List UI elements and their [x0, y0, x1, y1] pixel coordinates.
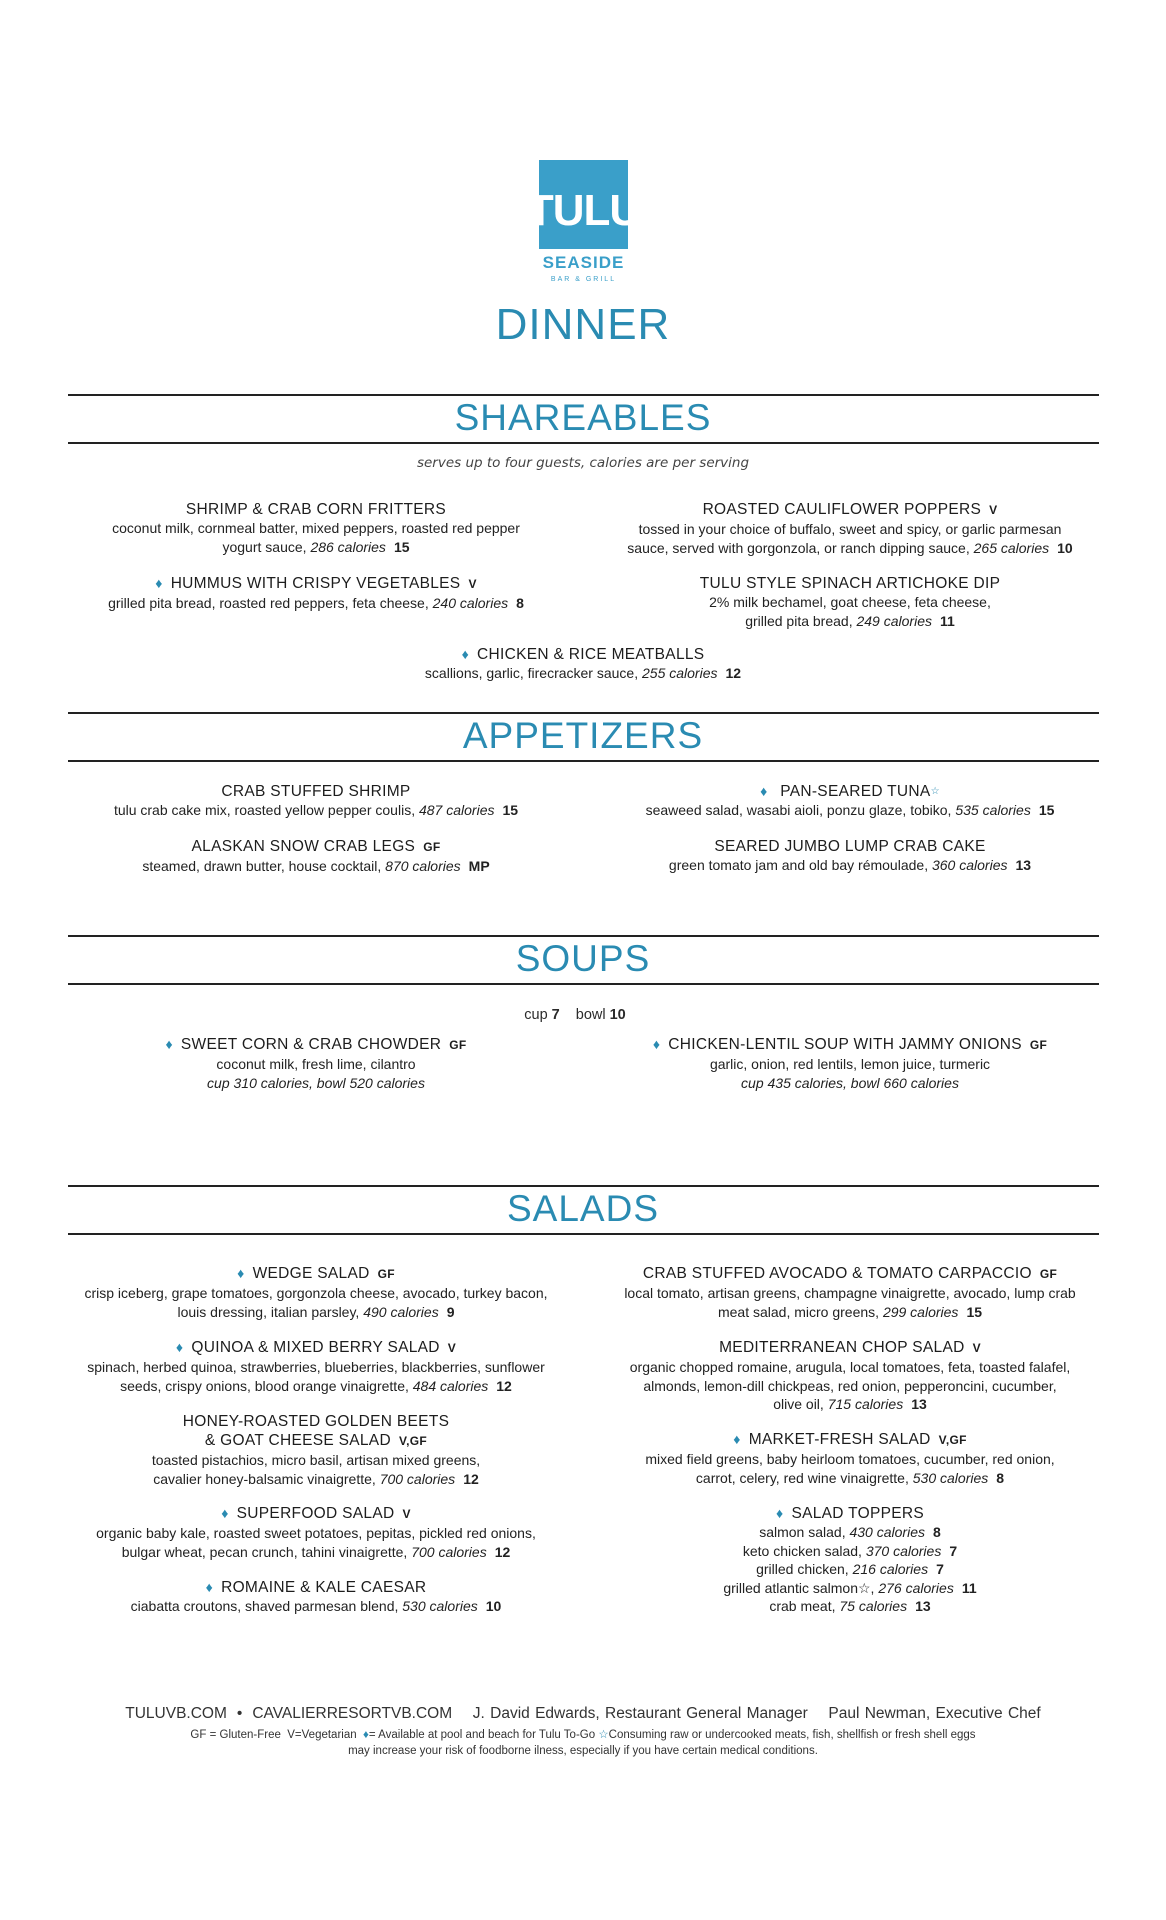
- section-divider: [68, 712, 1099, 714]
- menu-item: ♦ WEDGE SALAD GF crisp iceberg, grape tomatoes, gorgonzola cheese, avocado, turkey bacon, louis dressing, italian parsley, 490 calories 9: [84, 1265, 548, 1320]
- to-go-diamond-icon: ♦: [237, 1265, 245, 1281]
- menu-item: ♦ CHICKEN-LENTIL SOUP WITH JAMMY ONIONS GF garlic, onion, red lentils, lemon juice, turmeric cup 435 calories, bowl 660 calories: [652, 1036, 1048, 1091]
- logo-subtitle: BAR & GRILL: [550, 276, 617, 283]
- to-go-diamond-icon: ♦: [760, 783, 768, 799]
- footer-disclaimer: may increase your risk of foodborne ilness, especially if you have certain medical conditions.: [348, 1745, 818, 1757]
- to-go-diamond-icon: ♦: [155, 575, 163, 591]
- menu-item: SHRIMP & CRAB CORN FRITTERS coconut milk, cornmeal batter, mixed peppers, roasted red pepper yogurt sauce, 286 calories 15: [56, 500, 576, 556]
- logo-wordmark: TULU: [526, 186, 641, 235]
- raw-warning-star-icon: ☆: [857, 1579, 871, 1596]
- menu-item: CRAB STUFFED AVOCADO & TOMATO CARPACCIO GF local tomato, artisan greens, champagne vinaigrette, avocado, lump crab meat salad, micro greens, 299 calories 15: [624, 1265, 1076, 1320]
- menu-item: ♦ QUINOA & MIXED BERRY SALAD V spinach, herbed quinoa, strawberries, blueberries, blackberries, sunflower seeds, crispy onions, blood orange vinaigrette, 484 calories 12: [87, 1339, 545, 1394]
- menu-item: ♦ HUMMUS WITH CRISPY VEGETABLES V grilled pita bread, roasted red peppers, feta cheese, 240 calories 8: [108, 575, 524, 611]
- tuluvb-link[interactable]: TULUVB.COM: [125, 1705, 227, 1722]
- section-divider: [68, 442, 1099, 444]
- to-go-diamond-icon: ♦: [363, 1729, 369, 1741]
- salad-toppers: ♦ SALAD TOPPERS salmon salad, 430 calories 8 keto chicken salad, 370 calories 7 grilled chicken, 216 calories 7 grilled atlantic salmon☆, 276 calories 11 crab meat, 75 calories 13: [723, 1505, 977, 1614]
- menu-item: CRAB STUFFED SHRIMP tulu crab cake mix, roasted yellow pepper coulis, 487 calories 15: [113, 783, 519, 818]
- menu-item: ALASKAN SNOW CRAB LEGS GF steamed, drawn butter, house cocktail, 870 calories MP: [142, 838, 490, 874]
- to-go-diamond-icon: ♦: [776, 1505, 784, 1521]
- menu-item: SEARED JUMBO LUMP CRAB CAKE green tomato jam and old bay rémoulade, 360 calories 13: [668, 838, 1032, 873]
- section-divider: [68, 935, 1099, 937]
- section-divider: [68, 983, 1099, 985]
- shareables-heading: SHAREABLES: [454, 397, 712, 438]
- footer-links: TULUVB.COM • CAVALIERRESORTVB.COM J. David Edwards, Restaurant General Manager Paul Newman, Executive Chef: [125, 1705, 1041, 1722]
- soups-heading: SOUPS: [515, 938, 651, 979]
- to-go-diamond-icon: ♦: [205, 1579, 214, 1595]
- menu-item: ♦ MARKET-FRESH SALAD V,GF mixed field greens, baby heirloom tomatoes, cucumber, red onion, carrot, celery, red wine vinaigrette, 530 calories 8: [645, 1431, 1055, 1486]
- item-desc: coconut milk, cornmeal batter, mixed peppers, roasted red pepper: [112, 520, 520, 536]
- footer-legend: GF = Gluten-Free V=Vegetarian ♦= Available at pool and beach for Tulu To-Go ☆Consuming raw or undercooked meats, fish, shellfish or fresh shell eggs: [190, 1729, 976, 1741]
- to-go-diamond-icon: ♦: [652, 1036, 661, 1052]
- raw-warning-star-icon: ☆: [930, 786, 940, 797]
- menu-item: ♦ PAN-SEARED TUNA☆ seaweed salad, wasabi aioli, ponzu glaze, tobiko, 535 calories 15: [645, 783, 1055, 818]
- to-go-diamond-icon: ♦: [461, 646, 470, 662]
- salads-heading: SALADS: [506, 1188, 659, 1229]
- tulu-seaside-logo: [526, 160, 641, 284]
- menu-item: ♦ SWEET CORN & CRAB CHOWDER GF coconut milk, fresh lime, cilantro cup 310 calories, bowl 520 calories: [165, 1036, 467, 1091]
- cavalier-link[interactable]: CAVALIERRESORTVB.COM: [252, 1705, 453, 1722]
- section-divider: [68, 1185, 1099, 1187]
- to-go-diamond-icon: ♦: [733, 1431, 741, 1447]
- diet-tag: V: [989, 503, 998, 517]
- item-name: SHRIMP & CRAB CORN FRITTERS: [185, 501, 447, 518]
- section-divider: [68, 394, 1099, 396]
- shareables-note: serves up to four guests, calories are per serving: [416, 455, 750, 471]
- logo-name: SEASIDE: [542, 253, 625, 272]
- page-title: DINNER: [495, 300, 671, 349]
- menu-item: ♦ CHICKEN & RICE MEATBALLS scallions, garlic, firecracker sauce, 255 calories 12: [424, 646, 742, 681]
- item-calories: 286 calories: [310, 538, 386, 555]
- to-go-diamond-icon: ♦: [175, 1339, 184, 1355]
- menu-item: ♦ ROMAINE & KALE CAESAR ciabatta croutons, shaved parmesan blend, 530 calories 10: [130, 1579, 502, 1614]
- menu-item: HONEY-ROASTED GOLDEN BEETS & GOAT CHEESE SALAD V,GF toasted pistachios, micro basil, artisan mixed greens, cavalier honey-balsamic vinaigrette, 700 calories 12: [151, 1413, 481, 1487]
- item-name: ROASTED CAULIFLOWER POPPERS: [702, 501, 982, 518]
- to-go-diamond-icon: ♦: [165, 1036, 173, 1052]
- section-divider: [68, 1233, 1099, 1235]
- section-divider: [68, 760, 1099, 762]
- raw-warning-star-icon: ☆: [598, 1729, 609, 1741]
- menu-item: ROASTED CAULIFLOWER POPPERS V tossed in your choice of buffalo, sweet and spicy, or garlic parmesan sauce, served with gorgonzola, or ranch dipping sauce, 265 calories 10: [627, 501, 1073, 556]
- menu-item: TULU STYLE SPINACH ARTICHOKE DIP 2% milk bechamel, goat cheese, feta cheese, grilled pita bread, 249 calories 11: [699, 575, 1001, 629]
- menu-item: MEDITERRANEAN CHOP SALAD V organic chopped romaine, arugula, local tomatoes, feta, toasted falafel, almonds, lemon-dill chickpeas, red onion, pepperoncini, cucumber, olive oil, 715 calories 13: [629, 1339, 1071, 1412]
- menu-item: ♦ SUPERFOOD SALAD V organic baby kale, roasted sweet potatoes, pepitas, pickled red onions, bulgar wheat, pecan crunch, tahini vinaigrette, 700 calories 12: [96, 1505, 536, 1560]
- appetizers-heading: APPETIZERS: [462, 715, 704, 756]
- to-go-diamond-icon: ♦: [221, 1505, 229, 1521]
- item-price: 15: [393, 538, 410, 555]
- soup-prices: cup 7 bowl 10: [524, 1007, 626, 1023]
